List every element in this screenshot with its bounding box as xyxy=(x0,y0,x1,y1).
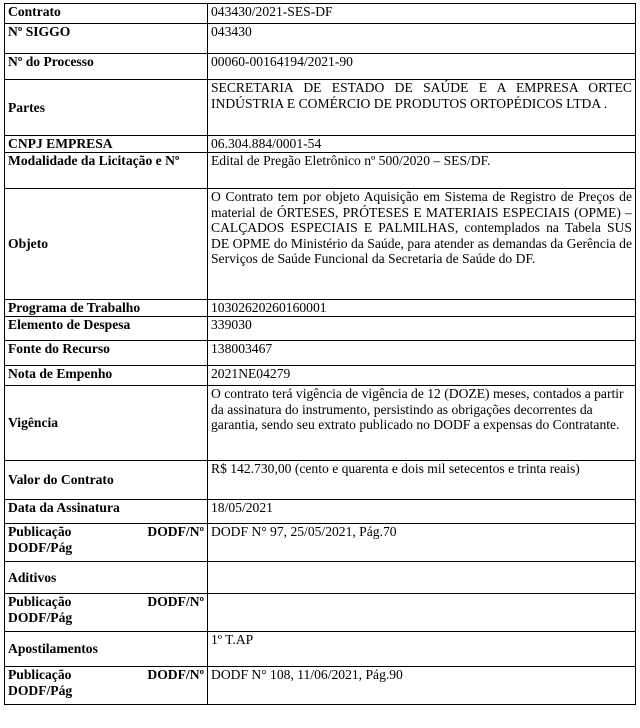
table-row xyxy=(5,461,636,500)
row-value-aditivos xyxy=(208,562,636,594)
dodf-pagina-label: DODF/Pág xyxy=(8,609,73,625)
row-value-objeto: O Contrato tem por objeto Aquisição em Sistema de Registro de Preços de material de ÓRTESES, PRÓTESES E MATERIAIS ESPECIAIS (OPME) – CALÇADOS ESPECIAIS E PALMILHAS, contemplados na Tabela SUS DE OPME do Ministério da Saúde, para atender as demandas da Gerência de Serviços de Saúde Funcional da Secretaria de Saúde do DF. xyxy=(208,189,636,300)
publicacao-label: Publicação xyxy=(8,667,72,682)
publicacao-label: Publicação xyxy=(8,524,72,539)
row-label-assinatura: Data da Assinatura xyxy=(5,500,208,524)
table-row xyxy=(5,153,636,189)
table-row xyxy=(5,136,636,153)
row-value-siggo: 043430 xyxy=(208,24,636,54)
dodf-numero-label: DODF/Nº xyxy=(147,667,204,682)
table-row xyxy=(5,317,636,341)
row-value-modalidade: Edital de Pregão Eletrônico nº 500/2020 – SES/DF. xyxy=(208,153,636,189)
table-row xyxy=(5,366,636,386)
row-value-elemento: 339030 xyxy=(208,317,636,341)
table-row xyxy=(5,4,636,24)
row-value-apostilamentos: 1º T.AP xyxy=(208,632,636,667)
table-row xyxy=(5,562,636,594)
contract-summary-table xyxy=(4,3,636,705)
row-label-aditivos: Aditivos xyxy=(5,562,208,594)
row-label-modalidade: Modalidade da Licitação e Nº xyxy=(5,153,208,189)
row-value-cnpj: 06.304.884/0001-54 xyxy=(208,136,636,153)
row-label-apostilamentos: Apostilamentos xyxy=(5,632,208,667)
row-value-valor: R$ 142.730,00 (cento e quarenta e dois mil setecentos e trinta reais) xyxy=(208,461,636,500)
table-row xyxy=(5,524,636,562)
table-row xyxy=(5,80,636,136)
row-value-publicacao-apostilamentos: DODF N° 108, 11/06/2021, Pág.90 xyxy=(208,667,636,705)
row-label-publicacao-contrato xyxy=(5,524,208,562)
row-value-partes: SECRETARIA DE ESTADO DE SAÚDE E A EMPRESA ORTEC INDÚSTRIA E COMÉRCIO DE PRODUTOS ORTOPÉDICOS LTDA . xyxy=(208,80,636,136)
table-row xyxy=(5,632,636,667)
row-label-valor: Valor do Contrato xyxy=(5,461,208,500)
row-value-processo: 00060-00164194/2021-90 xyxy=(208,54,636,80)
row-label-cnpj: CNPJ EMPRESA xyxy=(5,136,208,153)
table-row xyxy=(5,300,636,317)
row-label-vigencia: Vigência xyxy=(5,386,208,461)
row-value-empenho: 2021NE04279 xyxy=(208,366,636,386)
row-value-publicacao-contrato: DODF N° 97, 25/05/2021, Pág.70 xyxy=(208,524,636,562)
row-label-publicacao-aditivos xyxy=(5,594,208,632)
row-value-fonte: 138003467 xyxy=(208,341,636,366)
publicacao-label: Publicação xyxy=(8,594,72,609)
row-label-programa: Programa de Trabalho xyxy=(5,300,208,317)
row-label-fonte: Fonte do Recurso xyxy=(5,341,208,366)
table-row xyxy=(5,24,636,54)
row-value-vigencia: O contrato terá vigência de vigência de 12 (DOZE) meses, contados a partir da assinatura do instrumento, persistindo as obrigações decorrentes da garantia, sendo seu extrato publicado no DODF a expensas do Contratante. xyxy=(208,386,636,461)
table-row xyxy=(5,54,636,80)
row-label-partes: Partes xyxy=(5,80,208,136)
table-row xyxy=(5,500,636,524)
dodf-numero-label: DODF/Nº xyxy=(147,524,204,539)
row-label-contrato: Contrato xyxy=(5,4,208,24)
row-label-objeto: Objeto xyxy=(5,189,208,300)
row-value-contrato: 043430/2021-SES-DF xyxy=(208,4,636,24)
row-label-empenho: Nota de Empenho xyxy=(5,366,208,386)
table-row xyxy=(5,667,636,705)
row-label-processo: Nº do Processo xyxy=(5,54,208,80)
table-row xyxy=(5,189,636,300)
row-label-elemento: Elemento de Despesa xyxy=(5,317,208,341)
dodf-numero-label: DODF/Nº xyxy=(147,594,204,609)
table-row xyxy=(5,386,636,461)
row-value-programa: 10302620260160001 xyxy=(208,300,636,317)
dodf-pagina-label: DODF/Pág xyxy=(8,682,73,698)
row-label-publicacao-apostilamentos xyxy=(5,667,208,705)
table-row xyxy=(5,341,636,366)
row-value-assinatura: 18/05/2021 xyxy=(208,500,636,524)
row-value-publicacao-aditivos xyxy=(208,594,636,632)
dodf-pagina-label: DODF/Pág xyxy=(8,539,73,555)
table-row xyxy=(5,594,636,632)
row-label-siggo: Nº SIGGO xyxy=(5,24,208,54)
